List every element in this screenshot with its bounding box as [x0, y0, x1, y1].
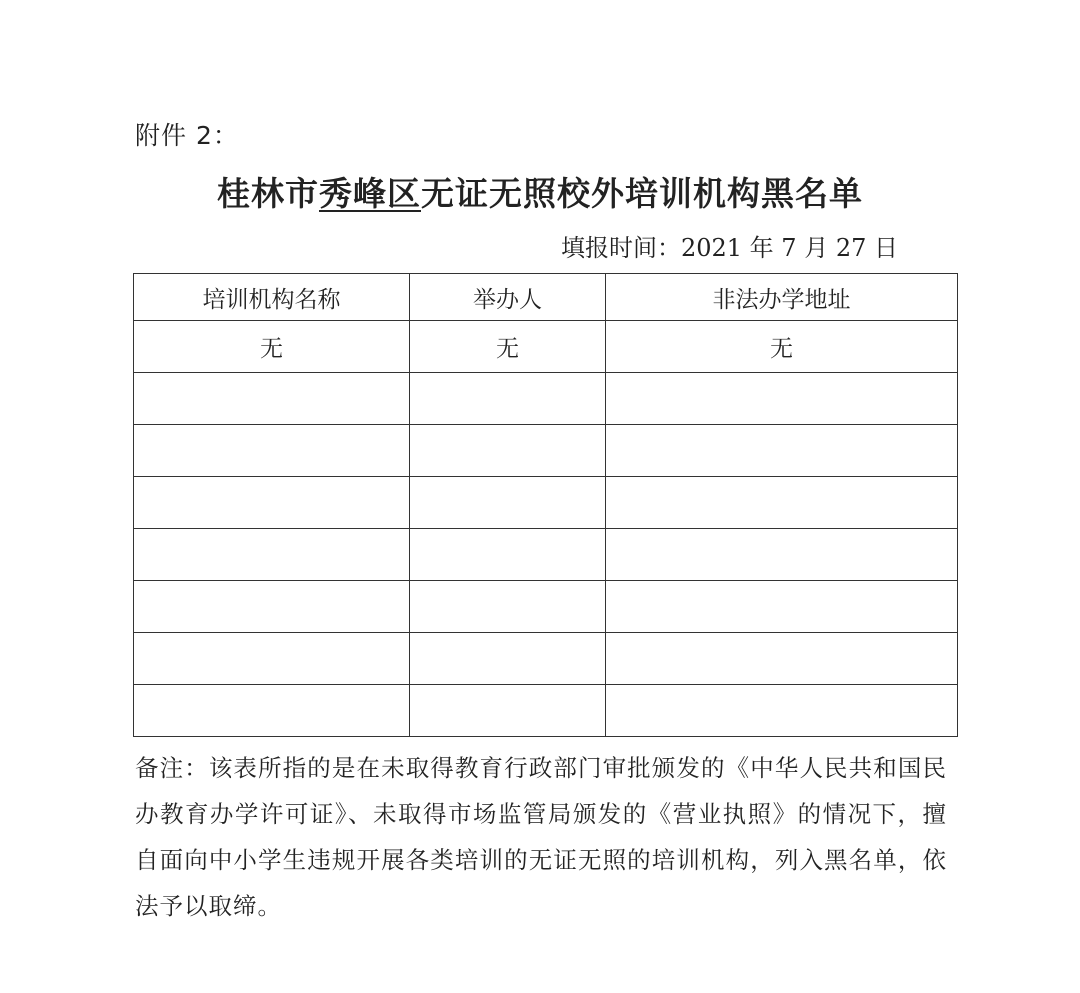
table-row [134, 477, 958, 529]
page-title [0, 168, 1080, 215]
remarks-paragraph: 备注：该表所指的是在未取得教育行政部门审批颁发的《中华人民共和国民办教育办学许可证》、未取得市场监管局颁发的《营业执照》的情况下，擅自面向中小学生违规开展各类培训的无证无照的培训机构，列入黑名单，依法予以取缔。 [135, 754, 947, 920]
cell-organizer [410, 477, 606, 529]
table-row [134, 685, 958, 737]
fill-date: 填报时间：2021 年 7 月 27 日 [560, 234, 898, 262]
cell-address [606, 425, 958, 477]
cell-institution-name [134, 581, 410, 633]
cell-organizer [410, 581, 606, 633]
cell-institution-name [134, 633, 410, 685]
cell-organizer [410, 633, 606, 685]
cell-institution-name [134, 477, 410, 529]
cell-institution-name [134, 373, 410, 425]
cell-institution-name [134, 685, 410, 737]
cell-address: 无 [606, 321, 958, 373]
cell-institution-name [134, 529, 410, 581]
header-illegal-address: 非法办学地址 [606, 274, 958, 321]
table-row [134, 581, 958, 633]
cell-organizer [410, 529, 606, 581]
blacklist-table [133, 273, 958, 737]
header-organizer: 举办人 [410, 274, 606, 321]
cell-organizer [410, 425, 606, 477]
table-row [134, 633, 958, 685]
cell-address [606, 529, 958, 581]
title-suffix: 无证无照校外培训机构黑名单 [421, 174, 863, 213]
table-header-row [134, 274, 958, 321]
header-institution-name: 培训机构名称 [134, 274, 410, 321]
cell-organizer [410, 373, 606, 425]
cell-organizer [410, 685, 606, 737]
cell-address [606, 685, 958, 737]
cell-organizer: 无 [410, 321, 606, 373]
table-row [134, 373, 958, 425]
cell-address [606, 373, 958, 425]
cell-institution-name [134, 425, 410, 477]
table-row [134, 321, 958, 373]
cell-address [606, 633, 958, 685]
cell-institution-name: 无 [134, 321, 410, 373]
title-prefix: 桂林市 [217, 174, 319, 213]
attachment-label: 附件 2： [135, 121, 239, 150]
table-row [134, 425, 958, 477]
cell-address [606, 477, 958, 529]
table-row [134, 529, 958, 581]
cell-address [606, 581, 958, 633]
title-district: 秀峰区 [319, 174, 421, 213]
